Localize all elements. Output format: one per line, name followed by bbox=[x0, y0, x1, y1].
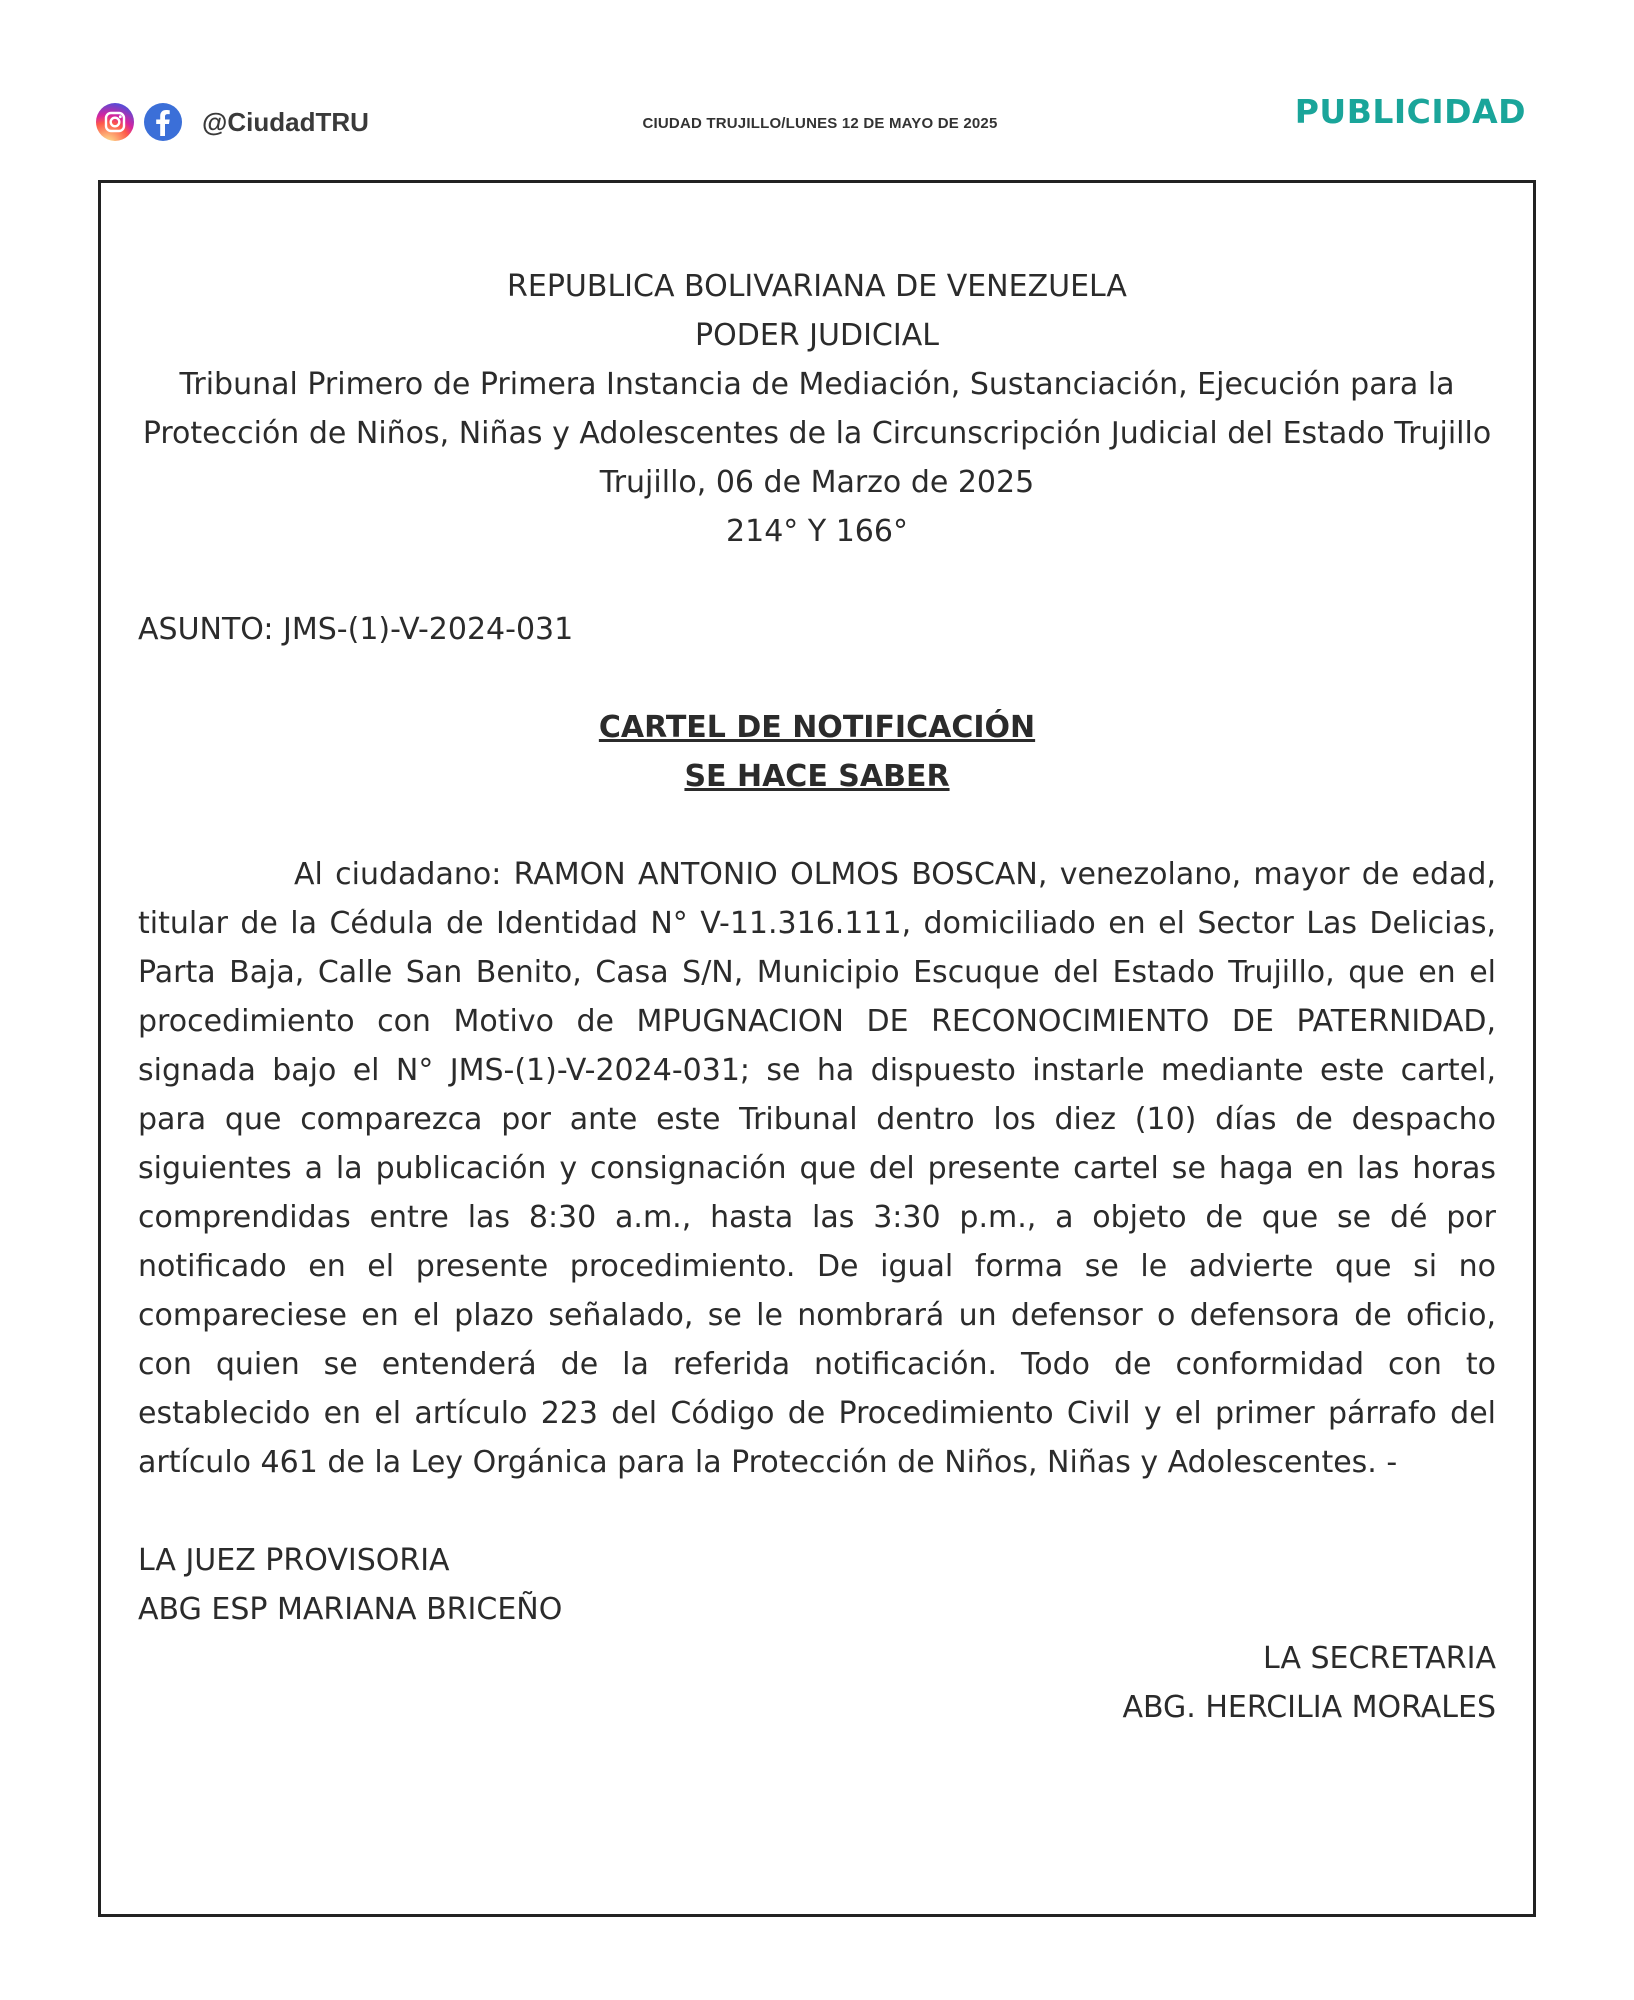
social-handles bbox=[96, 103, 369, 141]
case-subject: ASUNTO: JMS-(1)-V-2024-031 bbox=[138, 612, 574, 647]
secretary-title: LA SECRETARIA bbox=[1263, 1641, 1496, 1676]
heading-line: Tribunal Primero de Primera Instancia de Mediación, Sustanciación, Ejecución para la bbox=[179, 367, 1455, 402]
heading-line: Trujillo, 06 de Marzo de 2025 bbox=[599, 465, 1035, 500]
facebook-icon[interactable] bbox=[144, 103, 182, 141]
notice-title bbox=[138, 703, 1496, 801]
instagram-icon[interactable] bbox=[96, 103, 134, 141]
secretary-signature bbox=[138, 1634, 1496, 1732]
page-header bbox=[0, 0, 1634, 170]
judge-signature bbox=[138, 1536, 1496, 1634]
heading-line: Protección de Niños, Niñas y Adolescentes de la Circunscripción Judicial del Estado Trujillo bbox=[142, 416, 1492, 451]
notice-body: Al ciudadano: RAMON ANTONIO OLMOS BOSCAN, venezolano, mayor de edad, titular de la Cédula de Identidad N° V-11.316.111, domiciliado en el Sector Las Delicias, Parta Baja, Calle San Benito, Casa S/N, Municipio Escuque del Estado Trujillo, que en el procedimiento con Motivo de MPUGNACION DE RECONOCIMIENTO DE PATERNIDAD, signada bajo el N° JMS-(1)-V-2024-031; se ha dispuesto instarle mediante este cartel, para que comparezca por ante este Tribunal dentro los diez (10) días de despacho siguientes a la publicación y consignación que del presente cartel se haga en las horas comprendidas entre las 8:30 a.m., hasta las 3:30 p.m., a objeto de que se dé por notificado en el presente procedimiento. De igual forma se le advierte que si no compareciese en el plazo señalado, se le nombrará un defensor o defensora de oficio, con quien se entenderá de la referida notificación. Todo de conformidad con to establecido en el artículo 223 del Código de Procedimiento Civil y el primer párrafo del artículo 461 de la Ley Orgánica para la Protección de Niños, Niñas y Adolescentes. - bbox=[138, 857, 1496, 1480]
heading-line: PODER JUDICIAL bbox=[695, 318, 939, 353]
heading-line: 214° Y 166° bbox=[726, 514, 908, 549]
judge-title: LA JUEZ PROVISORIA bbox=[138, 1543, 450, 1578]
notice-heading bbox=[138, 262, 1496, 556]
notice-content bbox=[138, 262, 1496, 1732]
social-handle: @CiudadTRU bbox=[202, 106, 369, 137]
judge-name: ABG ESP MARIANA BRICEÑO bbox=[138, 1592, 563, 1627]
section-label: PUBLICIDAD bbox=[1294, 92, 1526, 131]
dateline: CIUDAD TRUJILLO/LUNES 12 DE MAYO DE 2025 bbox=[642, 115, 998, 132]
title-line: SE HACE SABER bbox=[684, 759, 950, 794]
heading-line: REPUBLICA BOLIVARIANA DE VENEZUELA bbox=[507, 269, 1127, 304]
secretary-name: ABG. HERCILIA MORALES bbox=[1122, 1690, 1496, 1725]
title-line: CARTEL DE NOTIFICACIÓN bbox=[598, 710, 1036, 745]
